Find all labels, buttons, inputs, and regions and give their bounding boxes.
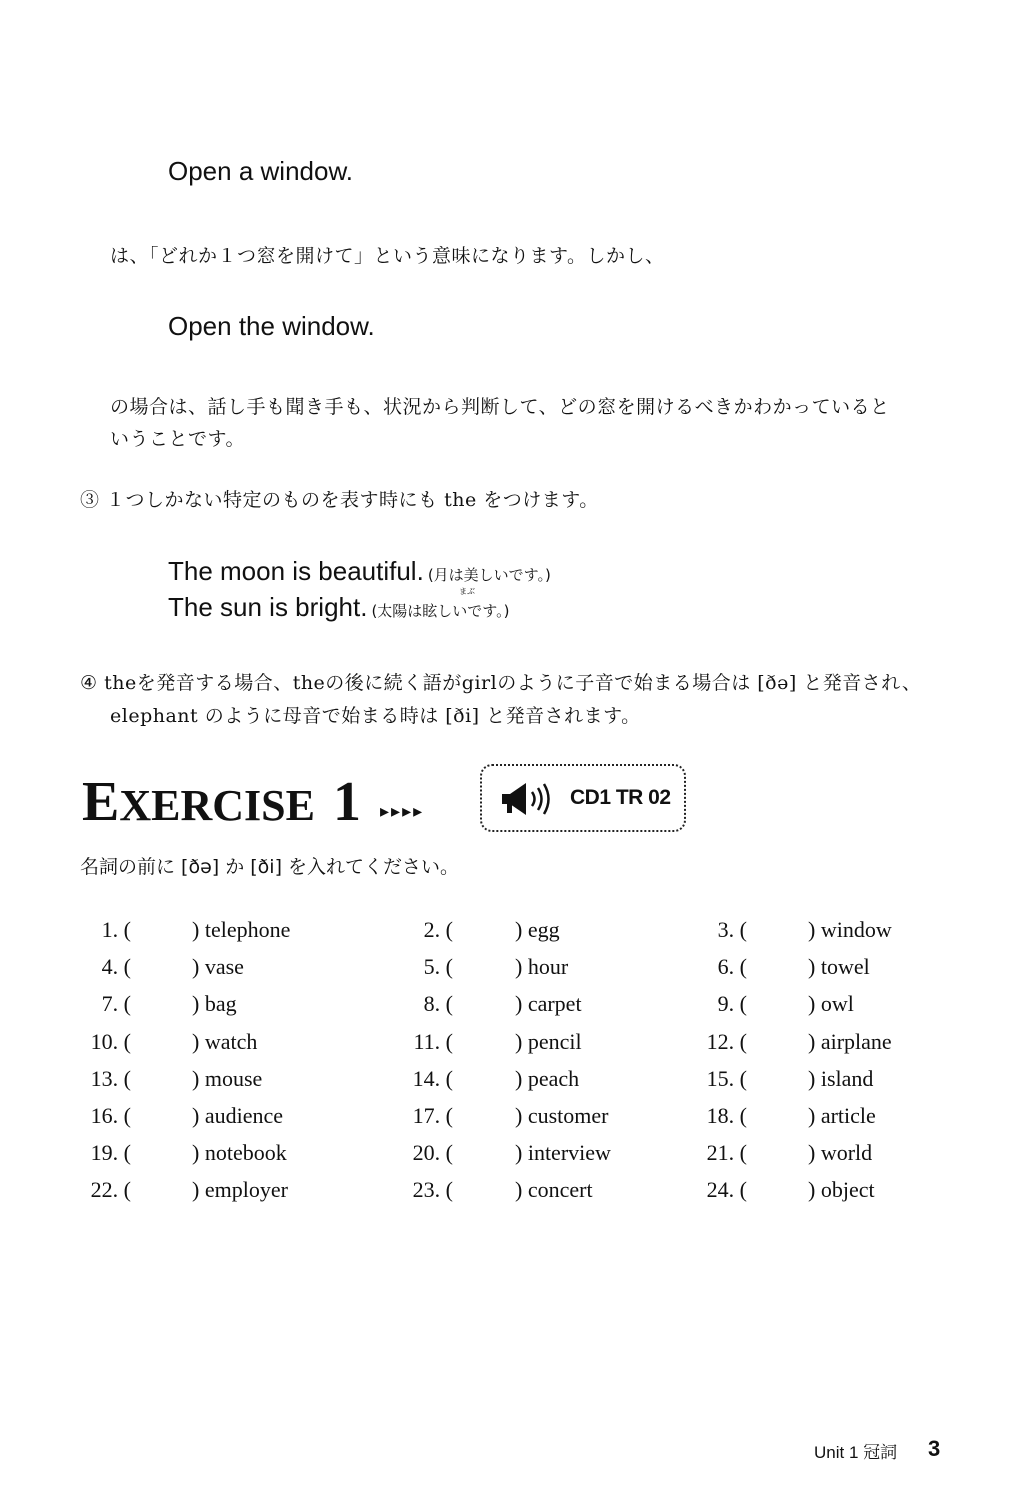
paragraph-4-line-1: ④ theを発音する場合、theの後に続く語がgirlのように子音で始まる場合は [ðə] と発音され、: [80, 672, 922, 694]
item-number: 23. (: [412, 1177, 453, 1202]
cd-track-label: CD1 TR 02: [570, 786, 671, 809]
item-word: ) peach: [515, 1066, 580, 1091]
item-number: 5. (: [423, 954, 453, 979]
item-word: ) customer: [515, 1103, 609, 1128]
item-word: ) interview: [515, 1140, 611, 1165]
paragraph-2-line-1: の場合は、話し手も聞き手も、状況から判断して、どの窓を開けるべきかわかっていると: [110, 396, 890, 418]
exercise-title-rest: XERCISE: [119, 781, 315, 830]
page-number: 3: [928, 1436, 941, 1461]
example-moon-line: [168, 556, 551, 587]
item-number: 10. (: [90, 1029, 131, 1054]
example-moon: The moon is beautiful.: [168, 556, 424, 586]
example-open-a-window: Open a window.: [168, 156, 354, 186]
item-word: ) carpet: [515, 991, 582, 1016]
item-word: ) towel: [808, 954, 870, 979]
audio-track-box[interactable]: [480, 764, 686, 832]
item-number: 13. (: [90, 1066, 131, 1091]
item-number: 21. (: [706, 1140, 747, 1165]
exercise-title: [82, 770, 361, 834]
paragraph-1: は、「どれか１つ窓を開けて」という意味になります。しかし、: [110, 245, 665, 267]
item-word: ) egg: [515, 917, 560, 942]
item-word: ) window: [808, 917, 892, 942]
example-sun: The sun is bright.: [168, 592, 368, 622]
item-word: ) notebook: [192, 1140, 287, 1165]
item-number: 2. (: [423, 917, 453, 942]
item-number: 15. (: [706, 1066, 747, 1091]
item-word: ) watch: [192, 1029, 258, 1054]
item-number: 8. (: [423, 991, 453, 1016]
item-number: 11. (: [413, 1029, 453, 1054]
item-word: ) hour: [515, 954, 569, 979]
item-number: 1. (: [101, 917, 131, 942]
example-moon-translation: (月は美しいです。): [427, 566, 551, 584]
item-number: 20. (: [412, 1140, 453, 1165]
exercise-title-initial: E: [82, 771, 120, 833]
item-number: 16. (: [90, 1103, 131, 1128]
example-open-the-window: Open the window.: [168, 311, 375, 341]
item-word: ) owl: [808, 991, 854, 1016]
item-number: 7. (: [101, 991, 131, 1016]
item-word: ) object: [808, 1177, 875, 1202]
item-word: ) concert: [515, 1177, 593, 1202]
item-number: 9. (: [717, 991, 747, 1016]
item-word: ) bag: [192, 991, 237, 1016]
exercise-arrows: ▸▸▸▸: [380, 801, 425, 822]
item-word: ) telephone: [192, 917, 291, 942]
item-number: 14. (: [412, 1066, 453, 1091]
item-number: 18. (: [706, 1103, 747, 1128]
item-number: 6. (: [717, 954, 747, 979]
item-word: ) employer: [192, 1177, 288, 1202]
item-number: 12. (: [706, 1029, 747, 1054]
footer-unit: Unit 1 冠詞: [814, 1443, 898, 1462]
item-number: 22. (: [90, 1177, 131, 1202]
item-word: ) island: [808, 1066, 874, 1091]
ruby-mabu: まぶ: [459, 587, 475, 596]
item-number: 17. (: [412, 1103, 453, 1128]
item-word: ) article: [808, 1103, 876, 1128]
item-word: ) mouse: [192, 1066, 263, 1091]
megaphone-icon: [498, 780, 556, 823]
item-word: ) pencil: [515, 1029, 582, 1054]
item-number: 19. (: [90, 1140, 131, 1165]
exercise-instruction: 名詞の前に [ðə] か [ði] を入れてください。: [80, 856, 460, 878]
item-number: 4. (: [101, 954, 131, 979]
exercise-number: 1: [332, 771, 361, 833]
item-word: ) world: [808, 1140, 873, 1165]
paragraph-2-line-2: いうことです。: [110, 428, 245, 450]
item-number: 24. (: [706, 1177, 747, 1202]
paragraph-4-line-2: elephant のように母音で始まる時は [ði] と発音されます。: [110, 705, 641, 727]
example-sun-translation: (太陽は眩しいです。): [371, 602, 510, 620]
item-word: ) audience: [192, 1103, 283, 1128]
item-word: ) vase: [192, 954, 244, 979]
paragraph-3: ③ １つしかない特定のものを表す時にも the をつけます。: [80, 489, 599, 511]
item-number: 3. (: [717, 917, 747, 942]
example-sun-line: [168, 592, 509, 623]
item-word: ) airplane: [808, 1029, 892, 1054]
